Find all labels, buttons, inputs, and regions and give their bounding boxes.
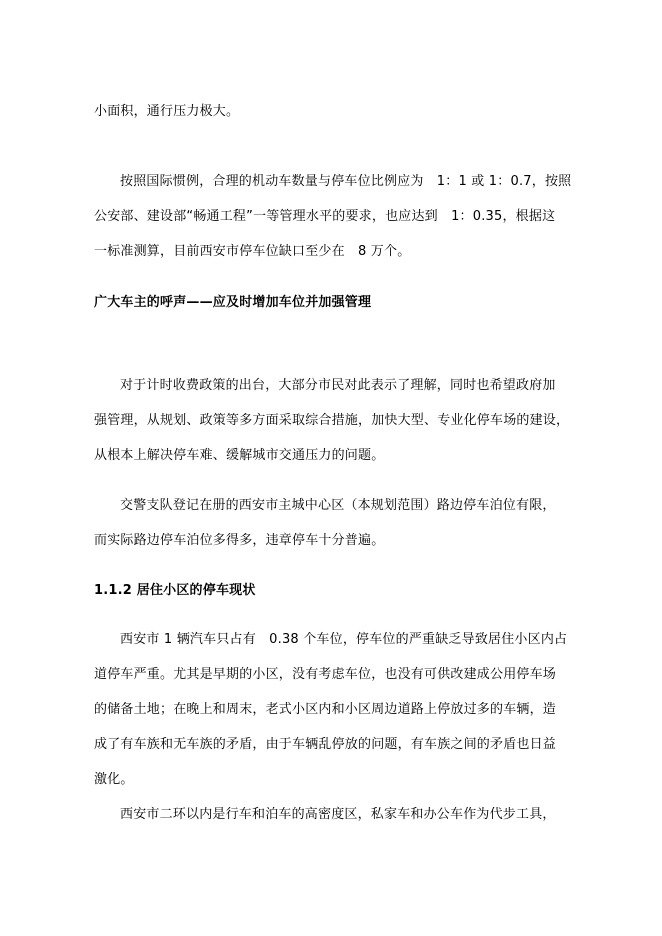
paragraph-line: 道停车严重。尤其是早期的小区，没有考虑车位，也没有可供改建成公用停车场 xyxy=(94,667,557,682)
paragraph-line: 一标准测算，目前西安市停车位缺口至少在 8 万个。 xyxy=(94,244,411,259)
paragraph-line: 而实际路边停车泊位多得多，违章停车十分普遍。 xyxy=(94,533,385,548)
paragraph-line: 交警支队登记在册的西安市主城中心区（本规划范围）路边停车泊位有限， xyxy=(120,498,556,513)
section-heading: 广大车主的呼声——应及时增加车位并加强管理 xyxy=(94,295,372,310)
paragraph-line: 的储备土地；在晚上和周末，老式小区内和小区周边道路上停放过多的车辆，造 xyxy=(94,702,557,717)
paragraph-line: 对于计时收费政策的出台，大部分市民对此表示了理解，同时也希望政府加 xyxy=(120,378,556,393)
paragraph-line: 从根本上解决停车难、缓解城市交通压力的问题。 xyxy=(94,448,385,463)
subsection-heading: 1.1.2 居住小区的停车现状 xyxy=(94,583,256,598)
paragraph-line: 激化。 xyxy=(94,772,134,787)
paragraph-line: 强管理，从规划、政策等多方面采取综合措施，加快大型、专业化停车场的建设， xyxy=(94,413,570,428)
paragraph-line: 小面积，通行压力极大。 xyxy=(94,104,240,119)
paragraph-line: 公安部、建设部“畅通工程”一等管理水平的要求，也应达到 1：0.35，根据这 xyxy=(94,209,556,224)
paragraph-line: 西安市 1 辆汽车只占有 0.38 个车位，停车位的严重缺乏导致居住小区内占 xyxy=(120,632,568,647)
paragraph-line: 按照国际惯例，合理的机动车数量与停车位比例应为 1：1 或 1：0.7，按照 xyxy=(120,174,572,189)
paragraph-line: 成了有车族和无车族的矛盾，由于车辆乱停放的问题，有车族之间的矛盾也日益 xyxy=(94,737,557,752)
paragraph-line: 西安市二环以内是行车和泊车的高密度区，私家车和办公车作为代步工具， xyxy=(120,807,556,822)
